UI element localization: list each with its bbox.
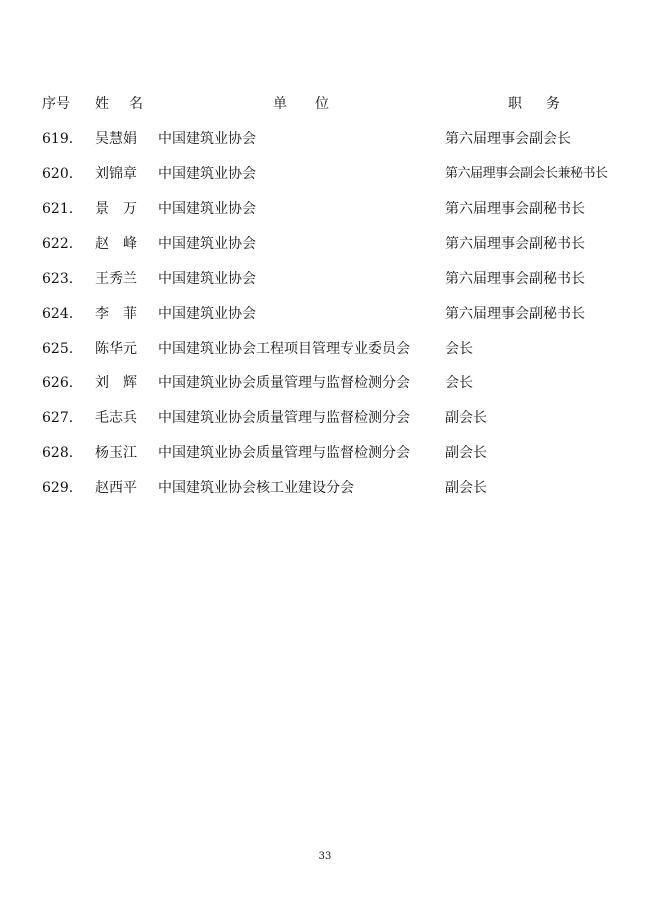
row-position: 副会长 [445, 480, 487, 496]
table-row [0, 406, 650, 430]
row-unit: 中国建筑业协会质量管理与监督检测分会 [158, 375, 410, 391]
row-name: 陈华元 [95, 341, 137, 357]
row-name: 刘辉 [95, 375, 151, 391]
row-unit: 中国建筑业协会核工业建设分会 [158, 480, 354, 496]
row-position: 会长 [445, 341, 473, 357]
row-position: 副会长 [445, 410, 487, 426]
table-row [0, 302, 650, 326]
header-seq: 序号 [42, 96, 70, 112]
page-number: 33 [318, 851, 332, 862]
table-row [0, 267, 650, 291]
header-unit: 单位 [273, 96, 357, 112]
row-unit: 中国建筑业协会 [158, 131, 256, 147]
row-position: 第六届理事会副秘书长 [445, 306, 585, 322]
row-unit: 中国建筑业协会 [158, 271, 256, 287]
header-name: 姓名 [95, 96, 163, 112]
row-position: 第六届理事会副秘书长 [445, 236, 585, 252]
row-name: 杨玉江 [95, 445, 137, 461]
table-header [0, 92, 650, 116]
row-name: 吴慧娟 [95, 131, 137, 147]
row-unit: 中国建筑业协会 [158, 236, 256, 252]
row-position: 第六届理事会副会长 [445, 131, 571, 147]
header-position: 职务 [508, 96, 584, 112]
row-seq: 624. [42, 306, 74, 322]
row-seq: 619. [42, 131, 74, 147]
row-seq: 626. [42, 375, 74, 391]
row-unit: 中国建筑业协会质量管理与监督检测分会 [158, 410, 410, 426]
row-seq: 622. [42, 236, 74, 252]
table-row [0, 232, 650, 256]
row-name: 李菲 [95, 306, 151, 322]
row-seq: 629. [42, 480, 74, 496]
row-name: 毛志兵 [95, 410, 137, 426]
row-name: 刘锦章 [95, 166, 137, 182]
row-position: 第六届理事会副秘书长 [445, 201, 585, 217]
row-seq: 620. [42, 166, 74, 182]
row-seq: 623. [42, 271, 74, 287]
row-position: 副会长 [445, 445, 487, 461]
row-position: 会长 [445, 375, 473, 391]
table-row [0, 441, 650, 465]
table-row [0, 476, 650, 500]
row-unit: 中国建筑业协会 [158, 201, 256, 217]
row-name: 赵峰 [95, 236, 151, 252]
row-name: 赵西平 [95, 480, 137, 496]
row-unit: 中国建筑业协会质量管理与监督检测分会 [158, 445, 410, 461]
table-row [0, 371, 650, 395]
row-unit: 中国建筑业协会 [158, 306, 256, 322]
row-position: 第六届理事会副秘书长 [445, 271, 585, 287]
row-seq: 621. [42, 201, 74, 217]
table-row [0, 162, 650, 186]
row-unit: 中国建筑业协会工程项目管理专业委员会 [158, 341, 410, 357]
row-seq: 627. [42, 410, 74, 426]
table-row [0, 197, 650, 221]
row-position: 第六届理事会副会长兼秘书长 [445, 166, 608, 181]
row-unit: 中国建筑业协会 [158, 166, 256, 182]
row-name: 王秀兰 [95, 271, 137, 287]
table-row [0, 127, 650, 151]
row-seq: 625. [42, 341, 74, 357]
row-seq: 628. [42, 445, 74, 461]
table-row [0, 337, 650, 361]
row-name: 景万 [95, 201, 151, 217]
